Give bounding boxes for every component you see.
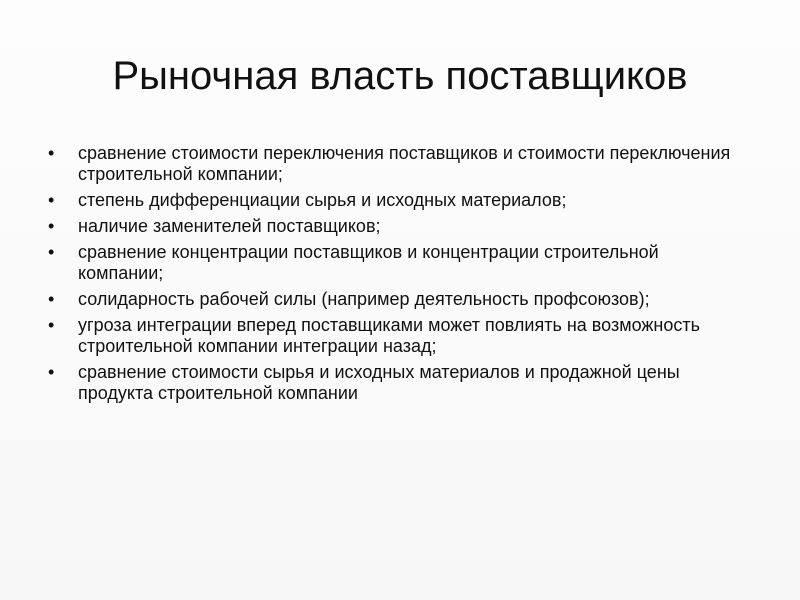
bullet-text: угроза интеграции вперед поставщиками может повлиять на возможность строительной компании интеграции назад; bbox=[78, 315, 700, 356]
bullet-text: сравнение стоимости переключения поставщиков и стоимости переключения строительной компании; bbox=[78, 143, 731, 184]
bullet-marker: • bbox=[48, 190, 55, 210]
bullet-list bbox=[48, 143, 748, 409]
bullet-text: сравнение концентрации поставщиков и концентрации строительной компании; bbox=[78, 242, 659, 283]
bullet-marker: • bbox=[48, 289, 55, 309]
bullet-item bbox=[48, 289, 748, 310]
bullet-text: наличие заменителей поставщиков; bbox=[78, 216, 381, 236]
bullet-item bbox=[48, 190, 748, 211]
bullet-marker: • bbox=[48, 362, 55, 382]
bullet-text: сравнение стоимости сырья и исходных материалов и продажной цены продукта строительной компании bbox=[78, 362, 680, 403]
bullet-marker: • bbox=[48, 143, 55, 163]
bullet-item bbox=[48, 362, 748, 404]
bullet-marker: • bbox=[48, 242, 55, 262]
bullet-item bbox=[48, 143, 748, 185]
bullet-text: солидарность рабочей силы (например деятельность профсоюзов); bbox=[78, 289, 650, 309]
bullet-item bbox=[48, 216, 748, 237]
bullet-item bbox=[48, 242, 748, 284]
bullet-item bbox=[48, 315, 748, 357]
bullet-text: степень дифференциации сырья и исходных материалов; bbox=[78, 190, 567, 210]
bullet-marker: • bbox=[48, 216, 55, 236]
slide-title: Рыночная власть поставщиков bbox=[112, 54, 688, 98]
bullet-marker: • bbox=[48, 315, 55, 335]
